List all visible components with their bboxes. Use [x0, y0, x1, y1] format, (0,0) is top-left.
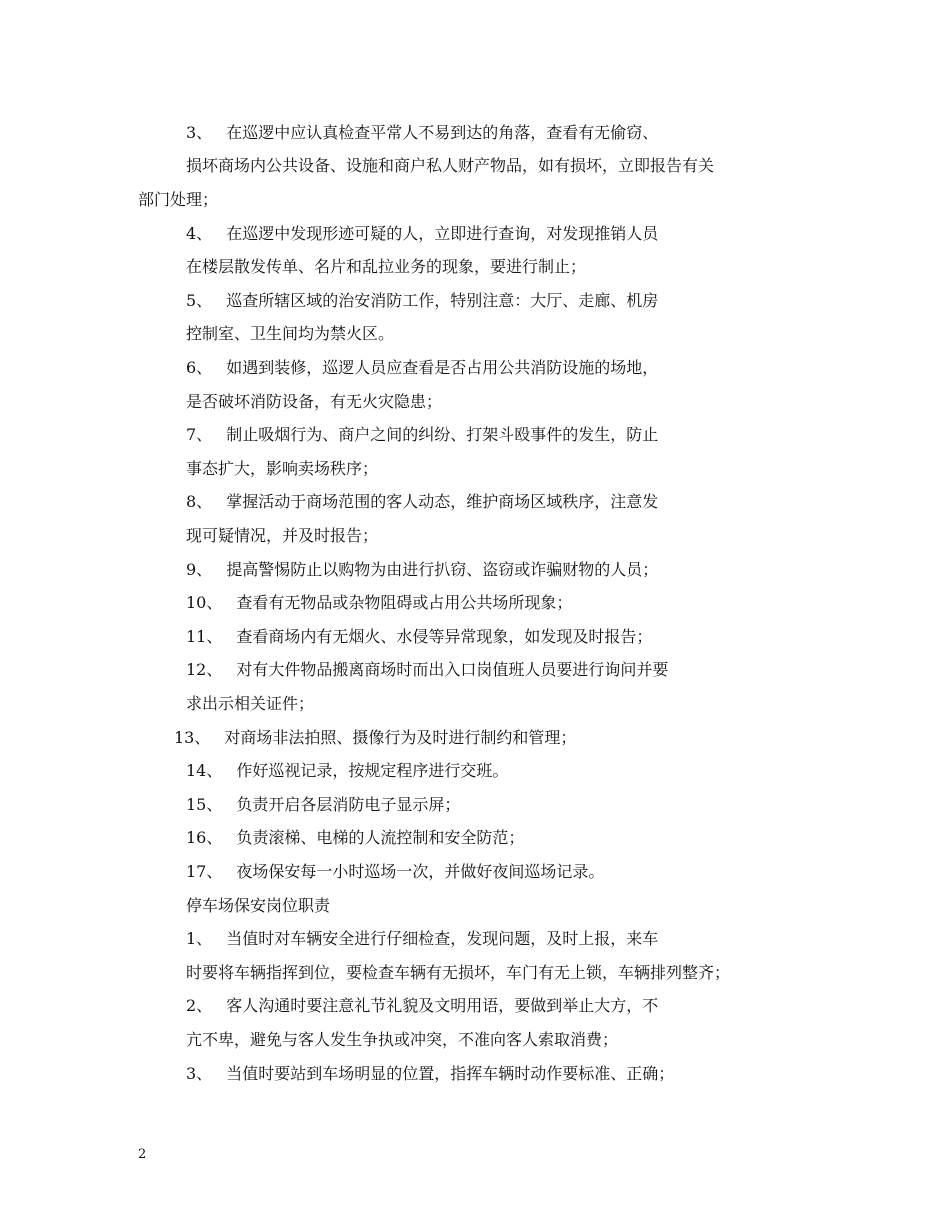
line-text: 在巡逻中应认真检查平常人不易到达的角落，查看有无偷窃、 — [226, 123, 659, 142]
item-number: 16、 — [186, 828, 223, 847]
line-text: 当值时要站到车场明显的位置，指挥车辆时动作要标准、正确； — [226, 1064, 675, 1083]
text-line — [186, 357, 658, 379]
line-text: 现可疑情况，并及时报告； — [186, 526, 379, 545]
text-line — [186, 794, 460, 816]
item-number: 11、 — [186, 627, 223, 646]
text-line — [186, 1029, 618, 1051]
text-line — [186, 290, 658, 312]
item-number: 17、 — [186, 862, 223, 881]
text-line — [186, 592, 572, 614]
line-text: 控制室、卫生间均为禁火区。 — [186, 324, 395, 343]
page-number: 2 — [138, 1147, 147, 1162]
item-number: 8、 — [186, 492, 213, 511]
text-line — [186, 1063, 674, 1085]
item-number: 2、 — [186, 996, 213, 1015]
text-line — [186, 760, 508, 782]
line-text: 当值时对车辆安全进行仔细检查，发现问题，及时上报，来车 — [226, 929, 659, 948]
line-text: 巡查所辖区域的治安消防工作，特别注意：大厅、走廊、机房 — [226, 291, 659, 310]
text-line — [186, 626, 652, 648]
line-text: 查看商场内有无烟火、水侵等异常现象，如发现及时报告； — [236, 627, 653, 646]
line-text: 是否破坏消防设备，有无火灾隐患； — [186, 392, 443, 411]
text-line — [138, 189, 218, 211]
line-text: 负责开启各层消防电子显示屏； — [236, 795, 461, 814]
line-text: 求出示相关证件； — [186, 694, 315, 713]
line-text: 在楼层散发传单、名片和乱拉业务的现象，要进行制止； — [186, 257, 587, 276]
line-text: 掌握活动于商场范围的客人动态，维护商场区域秩序，注意发 — [226, 492, 659, 511]
section-heading — [186, 895, 330, 917]
text-line — [174, 727, 576, 749]
item-number: 3、 — [186, 1064, 213, 1083]
text-line — [186, 559, 658, 581]
text-line — [186, 323, 394, 345]
item-number: 9、 — [186, 560, 213, 579]
line-text: 查看有无物品或杂物阻碍或占用公共场所现象； — [236, 593, 573, 612]
text-line — [186, 424, 658, 446]
item-number: 4、 — [186, 224, 213, 243]
line-text: 时要将车辆指挥到位，要检查车辆有无损坏，车门有无上锁，车辆排列整齐； — [186, 963, 731, 982]
line-text: 部门处理； — [138, 190, 219, 209]
line-text: 负责滚梯、电梯的人流控制和安全防范； — [236, 828, 525, 847]
line-text: 停车场保安岗位职责 — [186, 896, 331, 915]
item-number: 7、 — [186, 425, 213, 444]
item-number: 13、 — [174, 728, 211, 747]
text-line — [186, 827, 524, 849]
item-number: 10、 — [186, 593, 223, 612]
line-text: 事态扩大，影响卖场秩序； — [186, 459, 379, 478]
text-line — [186, 458, 378, 480]
line-text: 客人沟通时要注意礼节礼貌及文明用语，要做到举止大方，不 — [226, 996, 659, 1015]
text-line — [186, 223, 658, 245]
text-line — [186, 391, 442, 413]
text-line — [186, 491, 658, 513]
item-number: 15、 — [186, 795, 223, 814]
text-line — [186, 928, 658, 950]
text-line — [186, 861, 604, 883]
item-number: 6、 — [186, 358, 213, 377]
text-line — [186, 962, 730, 984]
item-number: 1、 — [186, 929, 213, 948]
line-text: 损坏商场内公共设备、设施和商户私人财产物品，如有损坏，立即报告有关 — [186, 156, 715, 175]
text-line — [186, 659, 668, 681]
line-text: 作好巡视记录，按规定程序进行交班。 — [236, 761, 509, 780]
item-number: 12、 — [186, 660, 223, 679]
text-line — [186, 525, 378, 547]
line-text: 制止吸烟行为、商户之间的纠纷、打架斗殴事件的发生，防止 — [226, 425, 659, 444]
text-line — [186, 122, 658, 144]
text-line — [186, 693, 314, 715]
line-text: 对商场非法拍照、摄像行为及时进行制约和管理； — [224, 728, 577, 747]
line-text: 提高警惕防止以购物为由进行扒窃、盗窃或诈骗财物的人员； — [226, 560, 659, 579]
line-text: 如遇到装修，巡逻人员应查看是否占用公共消防设施的场地， — [226, 358, 659, 377]
text-line — [186, 256, 586, 278]
line-text: 对有大件物品搬离商场时而出入口岗值班人员要进行询问并要 — [236, 660, 669, 679]
text-line — [186, 155, 714, 177]
item-number: 14、 — [186, 761, 223, 780]
line-text: 夜场保安每一小时巡场一次，并做好夜间巡场记录。 — [236, 862, 605, 881]
text-line — [186, 995, 658, 1017]
item-number: 3、 — [186, 123, 213, 142]
line-text: 亢不卑，避免与客人发生争执或冲突，不准向客人索取消费； — [186, 1030, 619, 1049]
item-number: 5、 — [186, 291, 213, 310]
line-text: 在巡逻中发现形迹可疑的人，立即进行查询，对发现推销人员 — [226, 224, 659, 243]
